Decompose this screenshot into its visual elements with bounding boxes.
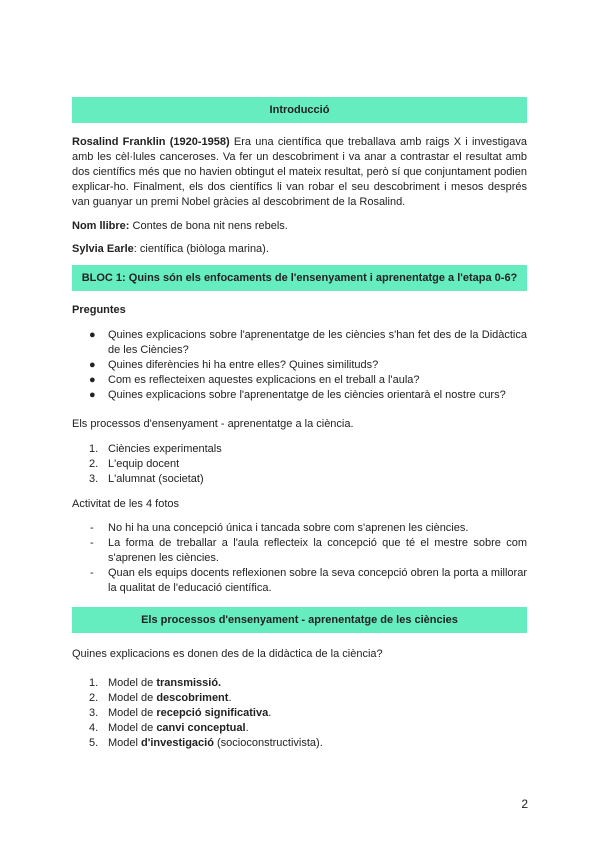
list-item: 1. Model de transmissió. (89, 677, 222, 689)
list-item: - La forma de treballar a l'aula reflecteix la concepció que té el mestre sobre com s'aprenen les ciències. (90, 537, 527, 564)
processes-list (72, 442, 527, 487)
list-item: - Quan els equips docents reflexionen sobre la seva concepció obren la porta a millorar la qualitat de l'educació científica. (90, 567, 527, 594)
list-item: 5. Model d'investigació (socioconstructivista). (89, 737, 323, 749)
list-item: 3. L'alumnat (societat) (89, 473, 204, 485)
book-line (72, 219, 527, 234)
bullet-icon: ● (89, 329, 96, 341)
dash-icon: - (90, 522, 94, 534)
list-item: - No hi ha una concepció única i tancada sobre com s'aprenen les ciències. (90, 522, 469, 534)
questions-list (72, 328, 527, 403)
list-item: 2. L'equip docent (89, 458, 180, 470)
earle-line (72, 242, 527, 257)
dash-icon: - (90, 537, 94, 549)
questions-title: Preguntes (72, 304, 126, 316)
franklin-text: Era una científica que treballava amb raigs X i investigava amb les cèl·lules canceroses. Va fer un descobriment i va anar a contrastar el resultat amb dos científics més que no havien obtingut el mateix resultat, però sí que conjuntament podien explicar-ho. Finalment, els dos científics li van robar el seu descobriment i mesos després van guanyar un premi Nobel gràcies al descobriment de la Rosalind. (72, 136, 527, 208)
book-value: Contes de bona nit nens rebels. (129, 220, 288, 232)
bullet-icon: ● (89, 374, 96, 386)
list-item: 2. Model de descobriment. (89, 692, 232, 704)
book-label: Nom llibre: (72, 220, 130, 232)
activity-list (72, 521, 527, 596)
list-item: 1. Ciències experimentals (89, 443, 222, 455)
didactics-question: Quines explicacions es donen des de la didàctica de la ciència? (72, 648, 383, 660)
earle-name: Sylvia Earle (72, 243, 134, 255)
bullet-icon: ● (89, 359, 96, 371)
earle-value: : científica (biòloga marina). (133, 243, 269, 255)
document-page (72, 97, 527, 751)
bullet-icon: ● (89, 389, 96, 401)
list-item: 4. Model de canvi conceptual. (89, 722, 249, 734)
page-number: 2 (521, 797, 528, 811)
processes-intro: Els processos d'ensenyament - aprenentatge a la ciència. (72, 418, 354, 430)
intro-heading: Introducció (72, 97, 527, 123)
list-item: ● Quines diferències hi ha entre elles? Quines similituds? (89, 359, 379, 371)
list-item: 3. Model de recepció significativa. (89, 707, 272, 719)
bloc1-heading: BLOC 1: Quins són els enfocaments de l'ensenyament i aprenentatge a l'etapa 0-6? (72, 265, 527, 291)
models-list (72, 676, 527, 751)
list-item: ● Quines explicacions sobre l'aprenentatge de les ciències orientarà el nostre curs? (89, 389, 506, 401)
franklin-paragraph (72, 135, 527, 210)
list-item: ● Com es reflecteixen aquestes explicacions en el treball a l'aula? (89, 374, 420, 386)
dash-icon: - (90, 567, 94, 579)
list-item: ● Quines explicacions sobre l'aprenentatge de les ciències s'han fet des de la Didàctica de les Ciències? (89, 329, 527, 356)
activity-title: Activitat de les 4 fotos (72, 498, 179, 510)
franklin-name: Rosalind Franklin (1920-1958) (72, 136, 230, 148)
processes-heading: Els processos d'ensenyament - aprenentatge de les ciències (72, 607, 527, 633)
